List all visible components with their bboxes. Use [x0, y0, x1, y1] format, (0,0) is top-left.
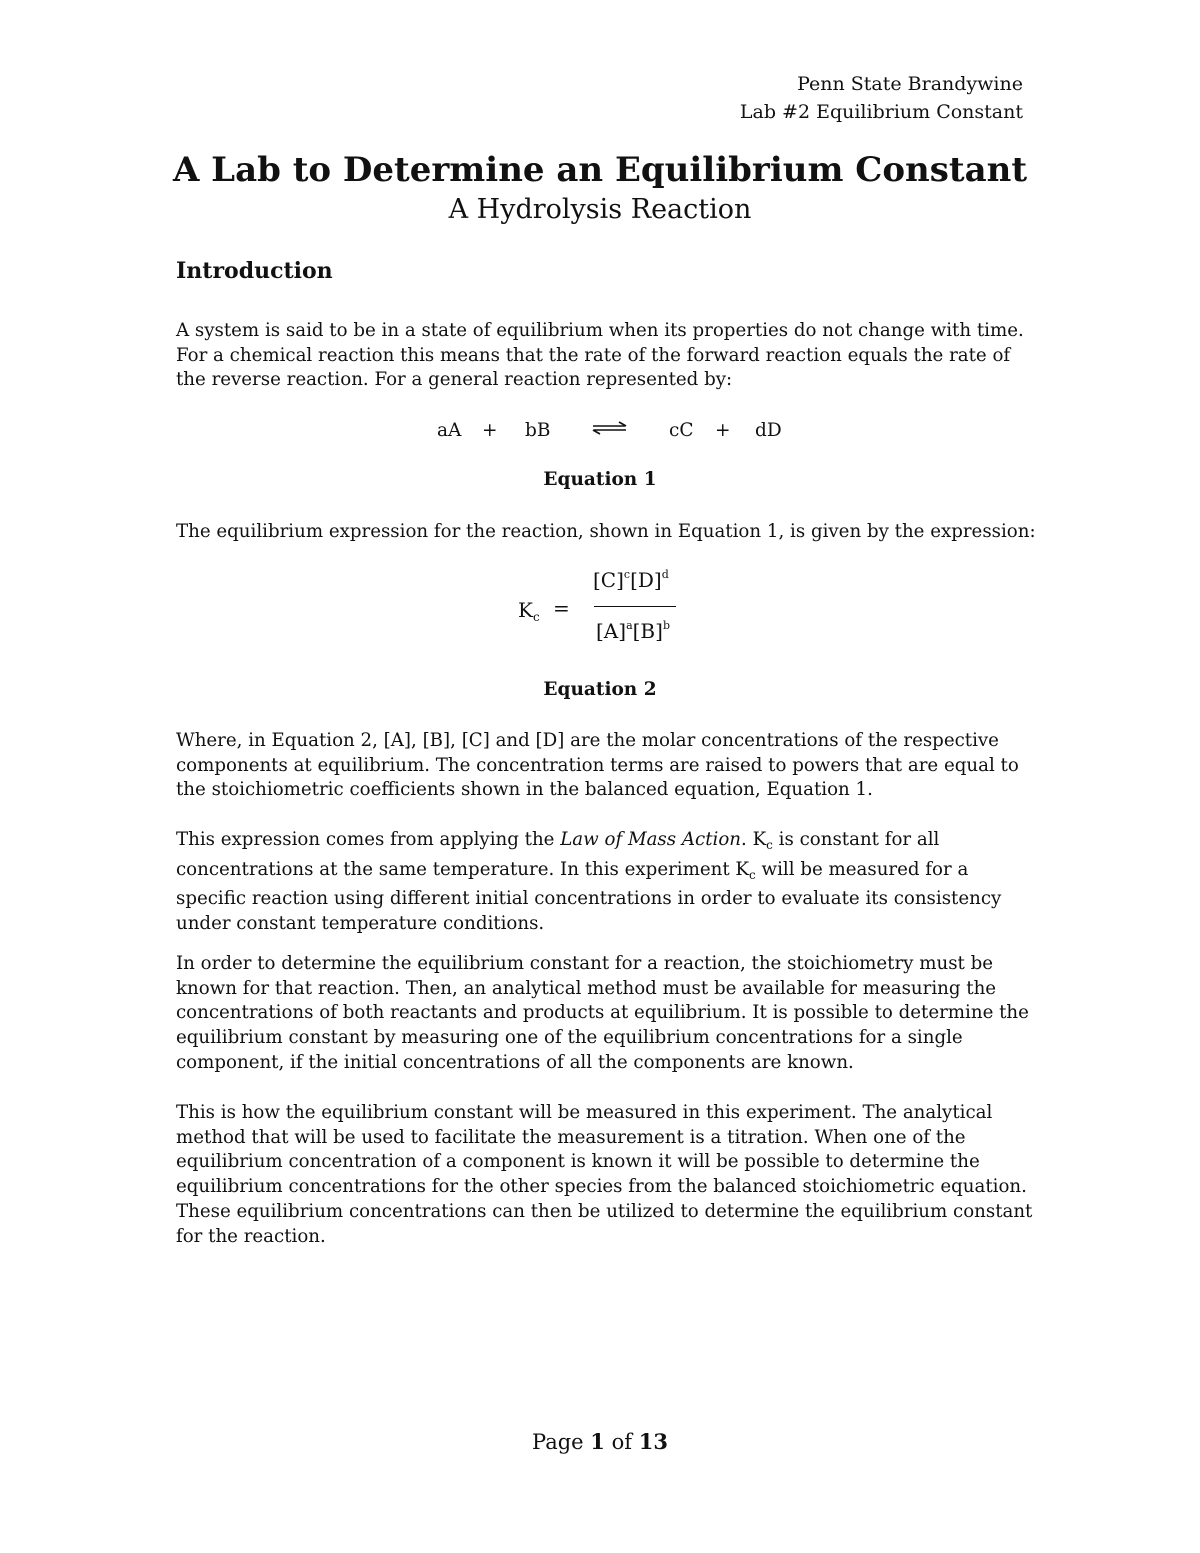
document-title: A Lab to Determine an Equilibrium Constant — [172, 150, 1028, 190]
kc-symbol: $K_c$ — [518, 598, 540, 624]
paragraph-concentration-terms: Where, in Equation 2, [A], [B], [C] and [D] are the molar concentrations of the respective components at equilibrium. The concentration terms are raised to powers that are equal to the stoichiometric coefficients shown in the balanced equation, Equation 1. — [176, 730, 1019, 801]
equation-1-label: Equation 1 — [543, 469, 657, 490]
fraction-bar — [594, 606, 676, 607]
current-page-number: 1 — [590, 1429, 605, 1454]
reactant-b: bB — [525, 420, 551, 441]
paragraph-expression-intro: The equilibrium expression for the reaction, shown in Equation 1, is given by the expression: — [176, 521, 1036, 542]
document-subtitle: A Hydrolysis Reaction — [448, 194, 752, 225]
page-footer: Page 1 of 13 — [532, 1429, 668, 1454]
law-of-mass-action-term: Law of Mass Action — [560, 829, 741, 850]
paragraph-determination-method: In order to determine the equilibrium constant for a reaction, the stoichiometry must be known for that reaction. Then, an analytical method must be available for measuring the concentrations of both reactants and products at equilibrium. It is possible to determine the equilibrium constant by measuring one of the equilibrium concentrations for a single component, if the initial concentrations of all the components are known. — [176, 953, 1029, 1073]
total-pages-number: 13 — [638, 1429, 668, 1454]
paragraph-law-of-mass-action: This expression comes from applying the Law of Mass Action. $K_c$ is constant for all concentrations at the same temperature. In this experiment $K_c$ will be measured for a specific reaction using different initial concentrations in order to evaluate its consistency under constant temperature conditions. — [176, 829, 1002, 935]
page-header — [740, 70, 1023, 126]
kc-equals: = — [553, 596, 570, 620]
plus-sign-1: + — [482, 420, 498, 441]
header-lab-name: Lab #2 Equilibrium Constant — [739, 101, 1023, 123]
product-c: cC — [669, 420, 694, 441]
reactant-a: aA — [437, 420, 462, 441]
equation-2-label: Equation 2 — [543, 679, 657, 700]
paragraph-equilibrium-definition: A system is said to be in a state of equilibrium when its properties do not change with time. For a chemical reaction this means that the rate of the forward reaction equals the rate of the reverse reaction. For a general reaction represented by: — [176, 320, 1024, 391]
plus-sign-2: + — [715, 420, 731, 441]
kc-denominator: $[A]^a[B]^b$ — [596, 619, 670, 643]
section-heading-introduction: Introduction — [176, 258, 333, 284]
product-d: dD — [755, 420, 782, 441]
kc-numerator: $[C]^c[D]^d$ — [593, 568, 669, 592]
header-institution: Penn State Brandywine — [797, 73, 1023, 95]
equilibrium-arrow-icon — [591, 421, 629, 435]
paragraph-titration-approach: This is how the equilibrium constant will be measured in this experiment. The analytical method that will be used to facilitate the measurement is a titration. When one of the equilibrium concentration of a component is known it will be possible to determine the equilibrium concentrations for the other species from the balanced stoichiometric equation. These equilibrium concentrations can then be utilized to determine the equilibrium constant for the reaction. — [176, 1102, 1033, 1247]
